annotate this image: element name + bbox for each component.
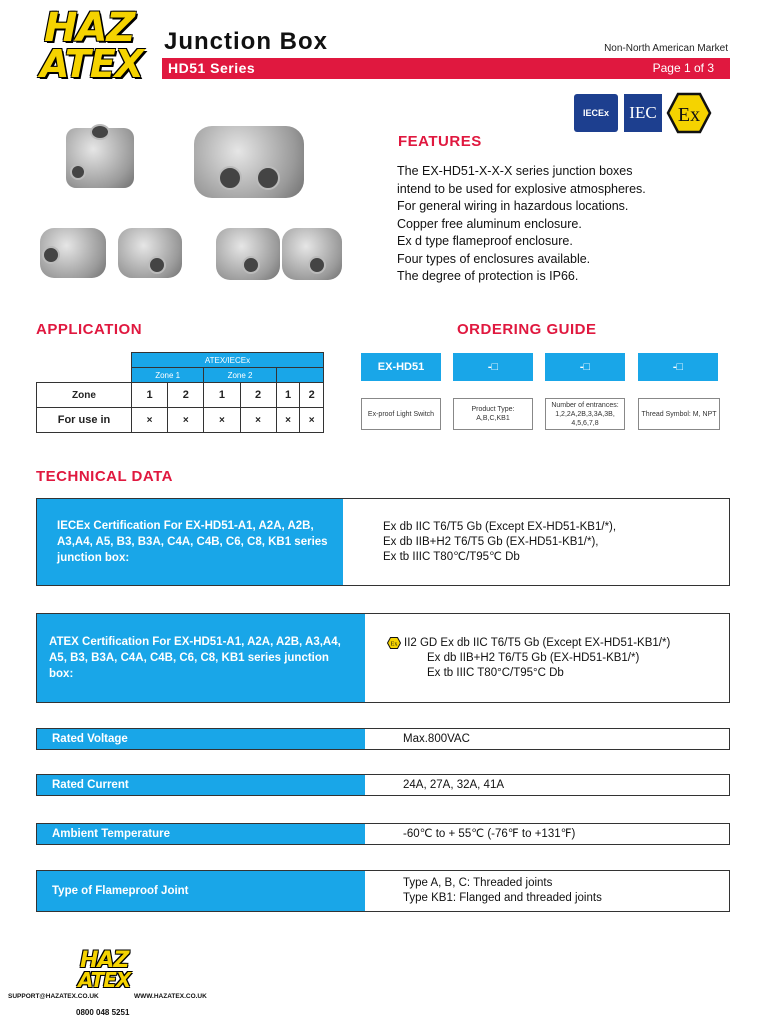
feature-line: The degree of protection is IP66.: [397, 269, 579, 283]
table-cell: 2: [168, 383, 204, 408]
ex-logo-text: Ex: [677, 104, 701, 126]
tech-value-line: Ex db IIB+H2 T6/T5 Gb (EX-HD51-KB1/*),: [383, 535, 599, 548]
table-cell: 1: [276, 383, 300, 408]
ordering-desc-thread: Thread Symbol: M, NPT: [638, 398, 720, 430]
ordering-heading: ORDERING GUIDE: [457, 321, 597, 338]
ex-hexagon-icon: [666, 92, 712, 134]
tech-row-voltage: [36, 728, 730, 750]
series-label: HD51 Series: [168, 60, 256, 76]
footer-logo: [76, 950, 146, 992]
product-hole: [256, 166, 280, 190]
product-image-6: [282, 228, 342, 280]
footer-email-link[interactable]: SUPPORT@HAZATEX.CO.UK: [8, 993, 99, 1000]
page-indicator: Page 1 of 3: [652, 61, 714, 75]
iecex-logo-text: IECEx: [582, 108, 609, 118]
tech-value-line: Type A, B, C: Threaded joints: [403, 877, 553, 889]
tech-value-line: Ex db IIC T6/T5 Gb (Except EX-HD51-KB1/*),: [383, 520, 617, 533]
table-cell: 2: [240, 383, 276, 408]
application-heading: APPLICATION: [36, 321, 143, 338]
iecex-logo: [574, 94, 618, 132]
tech-row-joint: [36, 870, 730, 912]
table-cell: 1: [132, 383, 168, 408]
table-cell: ×: [276, 408, 300, 433]
tech-label: ATEX Certification For EX-HD51-A1, A2A, A2B, A3,A4, A5, B3, B3A, C4A, C4B, C6, C8, KB1 series junction box:: [37, 614, 365, 702]
table-cell: ×: [204, 408, 240, 433]
logo-line2: ATEX: [40, 42, 143, 86]
product-hole: [308, 256, 326, 274]
tech-value-line: [387, 636, 670, 651]
ordering-desc-entrances: Number of entrances: 1,2,2A,2B,3,3A,3B, 4,5,6,7,8: [545, 398, 625, 430]
footer-phone: 0800 048 5251: [76, 1008, 130, 1017]
table-row-label: Zone: [37, 383, 132, 408]
tech-label: IECEx Certification For EX-HD51-A1, A2A, A2B, A3,A4, A5, B3, B3A, C4A, C4B, C6, C8, KB1 series junction box:: [37, 499, 343, 585]
tech-row-temperature: [36, 823, 730, 845]
feature-line: Four types of enclosures available.: [397, 251, 591, 266]
tech-value: [365, 871, 602, 911]
product-hole: [90, 124, 110, 140]
product-hole: [218, 166, 242, 190]
tech-row-iecex: [36, 498, 730, 586]
tech-value: [343, 499, 616, 585]
table-corner: [37, 353, 132, 383]
ordering-box-thread: -□: [638, 353, 718, 381]
ordering-desc-model: Ex-proof Light Switch: [361, 398, 441, 430]
tech-value-text: II2 GD Ex db IIC T6/T5 Gb (Except EX-HD51-KB1/*): [404, 636, 671, 649]
table-row-label: For use in: [37, 408, 132, 433]
ordering-desc-type: Product Type: A,B,C,KB1: [453, 398, 533, 430]
tech-value: [365, 614, 670, 702]
ordering-box-type: -□: [453, 353, 533, 381]
table-cell: 2: [300, 383, 324, 408]
table-cell: ×: [300, 408, 324, 433]
table-zone1-header: Zone 1: [132, 368, 204, 383]
tech-label: Rated Current: [37, 775, 365, 795]
footer-web-link[interactable]: WWW.HAZATEX.CO.UK: [134, 993, 207, 1000]
logo-line1: HAZ: [44, 5, 135, 51]
product-hole: [148, 256, 166, 274]
product-image-2: [194, 126, 304, 198]
ordering-box-model: EX-HD51: [361, 353, 441, 381]
product-image-5: [216, 228, 280, 280]
product-hole: [242, 256, 260, 274]
tech-value: 24A, 27A, 32A, 41A: [403, 778, 505, 791]
feature-line: Copper free aluminum enclosure.: [397, 216, 582, 231]
tech-label: Ambient Temperature: [37, 824, 365, 844]
ex-small-icon: [387, 637, 401, 649]
tech-label: Type of Flameproof Joint: [37, 871, 365, 911]
ordering-box-entrances: -□: [545, 353, 625, 381]
product-image-4: [118, 228, 182, 278]
tech-value: -60℃ to + 55℃ (-76℉ to +131℉): [403, 827, 576, 840]
tech-label: Rated Voltage: [37, 729, 365, 749]
table-cell: ×: [240, 408, 276, 433]
table-cell: 1: [204, 383, 240, 408]
technical-heading: TECHNICAL DATA: [36, 468, 173, 485]
tech-value: Max.800VAC: [403, 732, 470, 745]
features-list: [397, 163, 727, 286]
feature-line: The EX-HD51-X-X-X series junction boxes: [397, 164, 633, 178]
iec-logo: [624, 94, 662, 132]
table-zone-blank-header: [276, 368, 323, 383]
tech-value-line: Type KB1: Flanged and threaded joints: [403, 892, 602, 904]
product-image-1: [66, 128, 134, 188]
feature-line: For general wiring in hazardous locations.: [397, 199, 629, 213]
tech-row-atex: [36, 613, 730, 703]
footer-logo-line2: ATEX: [78, 968, 131, 992]
tech-value-line: Ex tb IIIC T80℃/T95℃ Db: [383, 550, 520, 563]
haz-atex-logo: [38, 5, 156, 86]
features-heading: FEATURES: [398, 133, 482, 150]
feature-line: intend to be used for explosive atmospheres.: [397, 181, 646, 196]
tech-value-line: Ex tb IIIC T80°C/T95°C Db: [427, 666, 564, 679]
footer-logo-line1: HAZ: [80, 948, 129, 973]
iec-logo-text: IEC: [629, 103, 657, 122]
tech-value-line: Ex db IIB+H2 T6/T5 Gb (EX-HD51-KB1/*): [427, 651, 640, 664]
table-cell: ×: [132, 408, 168, 433]
ex-small-icon-text: Ex: [390, 641, 398, 648]
page-title: Junction Box: [164, 28, 329, 55]
table-zone2-header: Zone 2: [204, 368, 276, 383]
product-hole: [70, 164, 86, 180]
application-table: [36, 352, 324, 433]
product-hole: [42, 246, 60, 264]
table-group-header: ATEX/IECEx: [132, 353, 324, 368]
tech-row-current: [36, 774, 730, 796]
product-image-3: [40, 228, 106, 278]
market-label: Non-North American Market: [604, 43, 728, 54]
feature-line: Ex d type flameproof enclosure.: [397, 234, 573, 248]
table-cell: ×: [168, 408, 204, 433]
series-bar: [162, 58, 730, 79]
